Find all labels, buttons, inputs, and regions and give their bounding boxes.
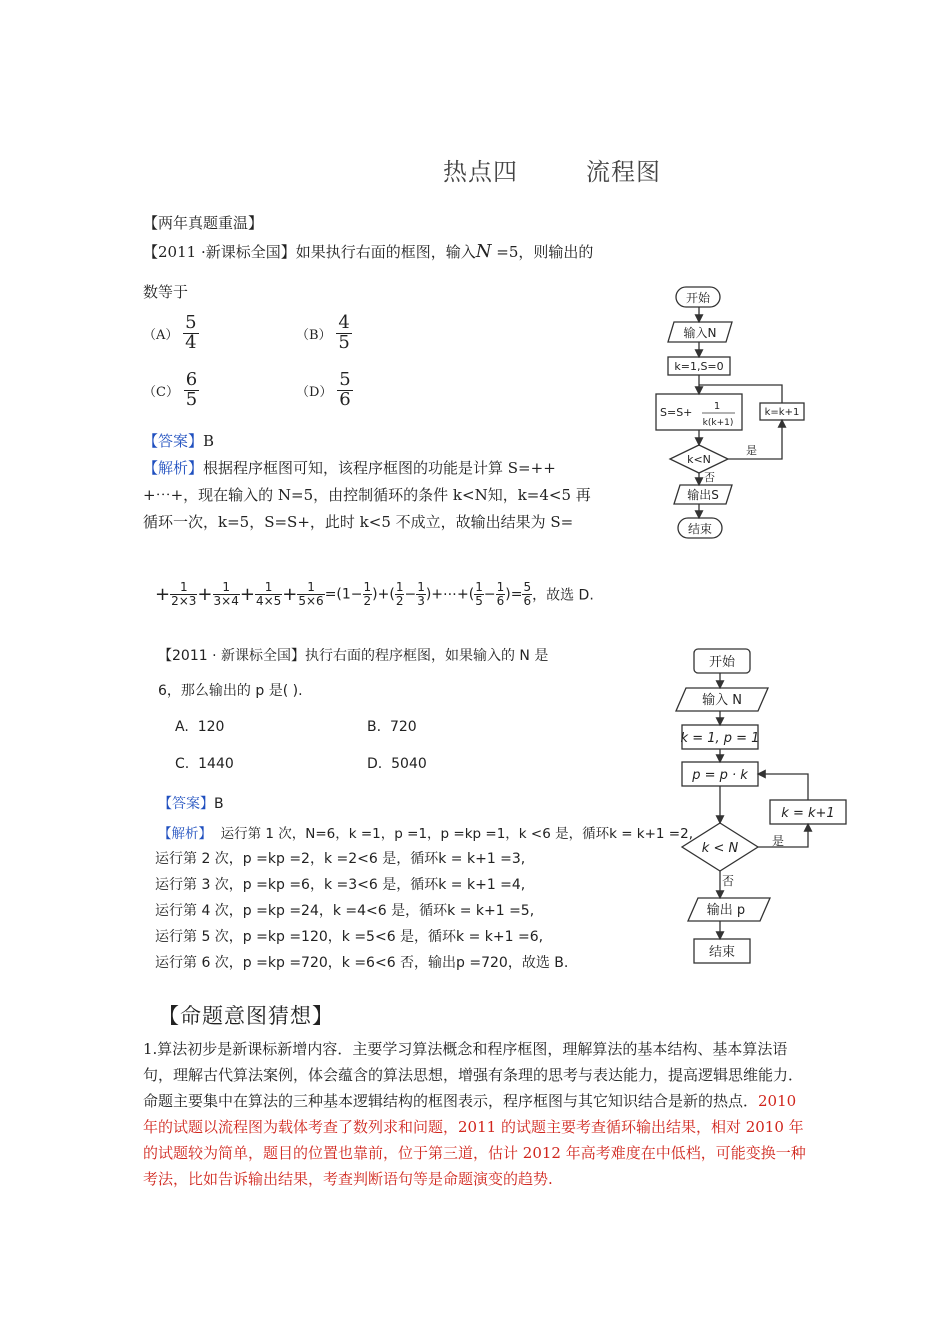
fc1-input: 输入N <box>683 326 717 340</box>
q2-source: 【2011 · 新课标全国】 <box>158 648 305 664</box>
option-fraction <box>183 314 198 353</box>
step-text: 运行第 1 次，N=6，k =1，p =1，p =kp =1，k <6 是，循环k = k+1 =2, <box>220 826 694 842</box>
eq-term <box>522 581 532 608</box>
frac-den: 3×4 <box>213 594 239 609</box>
fc1-output: 输出S <box>687 488 719 502</box>
fc2-init: k = 1, p = 1 <box>680 731 760 746</box>
eq-text: )+⋯+( <box>425 586 475 603</box>
frac-den: 4 <box>185 331 197 353</box>
option-fraction <box>184 371 199 410</box>
frac-num: 1 <box>297 581 324 595</box>
q1-analysis-line2: +⋯+，现在输入的 N=5，由控制循环的条件 k<N知，k=4<5 再 <box>143 486 591 504</box>
option-label: B. <box>367 719 382 735</box>
fc1-start: 开始 <box>685 291 711 305</box>
q2-option-c <box>175 756 234 772</box>
frac-den: 2×3 <box>171 594 197 609</box>
fc2-output: 输出 p <box>706 903 746 918</box>
option-label: A. <box>175 719 189 735</box>
analysis-tag: 【解析】 <box>143 459 204 477</box>
frac-num: 1 <box>255 581 282 595</box>
q1-analysis-line3: 循环一次，k=5，S=S+，此时 k<5 不成立，故输出结果为 S= <box>143 513 574 531</box>
eq-text: )+( <box>372 586 395 603</box>
section2-red-text: 2010 年的试题以流程图为载体考查了数列求和问题，2011 的试题主要考查循环输出结果，相对 2010 年的试题较为简单，题目的位置也靠前，位于第三道，估计 2012 年高考难度在中低档，可能变换一种考法，比如告诉输出结果，考查判断语句等是命题演变的趋势. <box>143 1092 806 1188</box>
title-part2: 流程图 <box>586 158 661 186</box>
fc2-cond: k < N <box>701 841 739 856</box>
frac-den: 2 <box>363 594 372 609</box>
page-title <box>443 152 661 187</box>
frac-num: 1 <box>213 581 240 595</box>
frac-num: 1 <box>417 580 425 594</box>
eq-lead: + <box>155 584 171 606</box>
fc2-input: 输入 N <box>702 693 742 708</box>
frac-den: 5×6 <box>298 594 324 609</box>
frac-num: 5 <box>185 312 197 333</box>
eq-term <box>213 581 240 608</box>
answer-tag: 【答案】 <box>158 796 214 812</box>
option-label: （B） <box>296 327 332 343</box>
q2-stem-a: 执行右面的程序框图，如果输入的 N 是 <box>304 648 549 664</box>
frac-den: 6 <box>523 594 532 609</box>
eq-text: ，故选 D. <box>532 587 594 604</box>
option-value: 720 <box>389 719 417 735</box>
section2-paragraph <box>143 1036 808 1192</box>
q2-flowchart <box>670 645 860 970</box>
q2-option-a <box>175 719 224 735</box>
frac-num: 4 <box>338 312 350 333</box>
fc1-yes: 是 <box>746 444 757 457</box>
frac-num: 5 <box>339 369 351 390</box>
frac-num: 1 <box>496 580 505 594</box>
q1-stem-a: 如果执行右面的框图，输入 <box>295 243 476 261</box>
option-label: （D） <box>296 384 333 400</box>
frac-den: 2 <box>395 594 404 609</box>
frac-num: 1 <box>475 580 483 594</box>
q2-step-3: 运行第 3 次，p =kp =6，k =3<6 是，循环k = k+1 =4, <box>155 877 526 893</box>
q2-step-1 <box>158 822 693 842</box>
analysis-text: 根据程序框图可知，该程序框图的功能是计算 S=++ <box>203 459 556 477</box>
section2-heading: 【命题意图猜想】 <box>158 1004 334 1028</box>
eq-plus: + <box>282 584 298 606</box>
option-label: （C） <box>143 384 179 400</box>
eq-term <box>255 581 282 608</box>
q1-equation <box>155 581 594 608</box>
eq-text: )= <box>505 586 523 603</box>
fc1-increment: k=k+1 <box>764 407 800 418</box>
fc2-update: p = p · k <box>692 768 748 783</box>
fc1-update-num: 1 <box>713 401 721 412</box>
frac-den: 5 <box>475 594 483 609</box>
q1-analysis-line1 <box>143 457 556 478</box>
section2-black-text: 1.算法初步是新课标新增内容．主要学习算法概念和程序框图，理解算法的基本结构、基本算法语句，理解古代算法案例，体会蕴含的算法思想，增强有条理的思考与表达能力，提高逻辑思维能力．命题主要集中在算法的三种基本逻辑结构的框图表示，程序框图与其它知识结合是新的热点． <box>143 1040 804 1110</box>
q1-source: 【2011 ·新课标全国】 <box>143 243 296 261</box>
option-label: C. <box>175 756 190 772</box>
q1-stem-b: =5，则输出的 <box>491 243 594 261</box>
eq-term <box>474 581 484 608</box>
frac-den: 5 <box>185 388 198 410</box>
fc1-update-den: k(k+1) <box>702 418 734 428</box>
q2-step-2: 运行第 2 次，p =kp =2，k =2<6 是，循环k = k+1 =3, <box>155 851 526 867</box>
q1-stem-cont: 数等于 <box>143 283 189 301</box>
q1-option-d <box>296 371 353 410</box>
fc2-start: 开始 <box>708 655 736 670</box>
option-label: D. <box>367 756 383 772</box>
q1-stem <box>143 241 593 262</box>
fc2-end: 结束 <box>708 945 736 960</box>
fc2-yes: 是 <box>772 834 785 848</box>
frac-den: 3 <box>417 594 425 609</box>
frac-num: 6 <box>185 369 198 390</box>
q2-option-b <box>367 719 417 735</box>
eq-text: =(1− <box>324 586 363 603</box>
eq-text: − <box>404 586 417 603</box>
eq-term <box>363 581 373 608</box>
eq-term <box>297 581 324 608</box>
option-label: （A） <box>143 327 179 343</box>
q2-stem-line2: 6，那么输出的 p 是( ). <box>158 683 303 699</box>
frac-den: 6 <box>339 388 351 410</box>
fc2-increment: k = k+1 <box>781 806 835 821</box>
frac-num: 1 <box>395 580 404 594</box>
section1-heading: 【两年真题重温】 <box>143 214 264 232</box>
answer-value: B <box>203 432 215 450</box>
eq-term <box>416 581 426 608</box>
eq-plus: + <box>239 584 255 606</box>
title-part1: 热点四 <box>443 158 518 186</box>
frac-den: 4×5 <box>255 594 282 609</box>
frac-num: 1 <box>363 580 372 594</box>
fc1-init: k=1,S=0 <box>674 360 724 373</box>
q2-option-d <box>367 756 427 772</box>
eq-plus: + <box>197 584 213 606</box>
q1-option-b <box>296 314 352 353</box>
fc2-no: 否 <box>722 874 735 888</box>
frac-den: 6 <box>496 594 505 609</box>
q1-flowchart <box>650 282 810 552</box>
option-value: 5040 <box>391 756 427 772</box>
q2-step-4: 运行第 4 次，p =kp =24，k =4<6 是，循环k = k+1 =5, <box>155 903 535 919</box>
q1-option-c <box>143 371 199 410</box>
fc1-cond: k<N <box>687 453 711 466</box>
frac-num: 1 <box>170 581 197 595</box>
answer-tag: 【答案】 <box>143 432 204 450</box>
fc1-no: 否 <box>704 471 715 484</box>
q2-step-5: 运行第 5 次，p =kp =120，k =5<6 是，循环k = k+1 =6, <box>155 929 544 945</box>
fc1-end: 结束 <box>687 522 713 536</box>
q2-answer <box>158 793 224 813</box>
q1-var-n: N <box>475 241 492 262</box>
q1-answer <box>143 430 214 451</box>
option-fraction <box>336 314 351 353</box>
option-value: 120 <box>197 719 225 735</box>
analysis-tag: 【解析】 <box>158 826 212 842</box>
option-value: 1440 <box>198 756 234 772</box>
answer-value: B <box>214 796 224 812</box>
eq-term <box>170 581 197 608</box>
frac-den: 5 <box>338 331 350 353</box>
q2-stem-line1 <box>158 645 548 665</box>
q1-option-a <box>143 314 199 353</box>
eq-text: − <box>483 586 496 603</box>
option-fraction <box>337 371 352 410</box>
frac-num: 5 <box>523 580 532 594</box>
fc1-update-prefix: S=S+ <box>660 406 693 419</box>
eq-term <box>496 581 506 608</box>
q2-step-6: 运行第 6 次，p =kp =720，k =6<6 否，输出p =720，故选 B. <box>155 955 569 971</box>
